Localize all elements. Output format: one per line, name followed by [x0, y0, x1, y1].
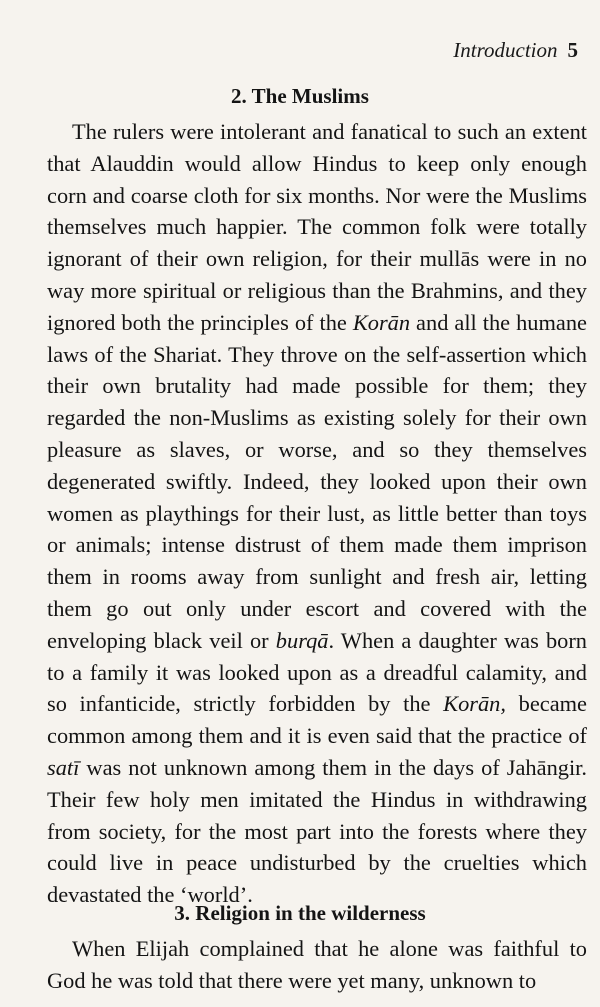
- text-run: and all the humane laws of the Shariat. They throve on the self-assertion which their own brutality had made possible for them; they regarded the non-Muslims as existing solely for their own pleasure as slaves, or worse, and so they themselves degenerated swiftly. Indeed, they looked upon their own women as playthings for their lust, as little better than toys or animals; intense distrust of them made them imprison them in rooms away from sunlight and fresh air, letting them go out only under escort and covered with the enveloping black veil or: [47, 309, 587, 653]
- paragraph-muslims: [47, 116, 587, 911]
- italic-term: Korān: [352, 309, 411, 335]
- text-run: . When a daughter was born to a family it was looked upon as a dreadful calamity, and so infanticide, strictly forbidden by the: [47, 627, 587, 717]
- running-head: [453, 38, 578, 63]
- paragraph-wilderness: When Elijah complained that he alone was faithful to God he was told that there were yet many, unknown to: [47, 936, 587, 993]
- italic-term: satī: [47, 754, 80, 780]
- section-heading-wilderness: 3. Religion in the wilderness: [174, 901, 426, 925]
- italic-term: Korān,: [443, 691, 506, 717]
- running-head-title: Introduction: [453, 38, 558, 62]
- text-run: became common among them and it is even said that the practice of: [47, 691, 587, 749]
- italic-term: burqā: [275, 627, 329, 653]
- text-run: was not unknown among them in the days of Jahāngir. Their few holy men imitated the Hindus in withdrawing from society, for the most part into the forests where they could live in peace undisturbed by the cruelties which devastated the ‘world’.: [47, 754, 587, 908]
- page-number: 5: [567, 38, 578, 62]
- text-run: The rulers were intolerant and fanatical to such an extent that Alauddin would allow Hindus to keep only enough corn and coarse cloth for six months. Nor were the Muslims themselves much happier. The common folk were totally ignorant of their own religion, for their mullās were in no way more spiritual or religious than the Brahmins, and they ignored both the principles of the: [47, 119, 587, 335]
- section-heading-muslims: 2. The Muslims: [231, 84, 369, 108]
